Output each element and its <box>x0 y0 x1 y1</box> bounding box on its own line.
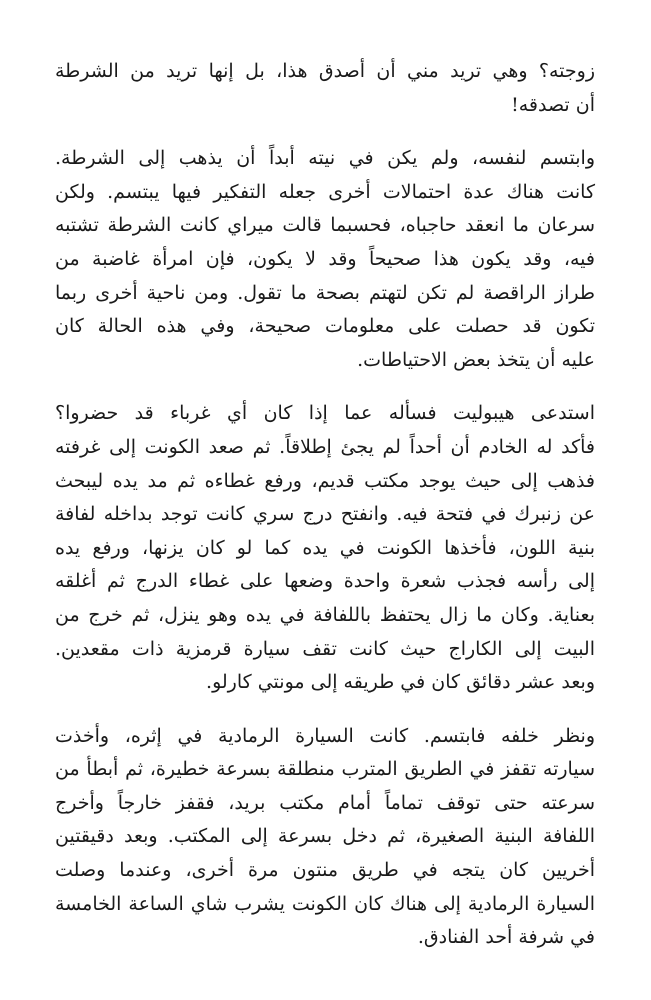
text-line: عليه أن يتخذ بعض الاحتياطات. <box>357 348 595 371</box>
text-line: في شرفة أحد الفنادق. <box>417 926 595 949</box>
text-line: بعناية. وكان ما زال يحتفظ باللفافة في يده وهو ينزل، ثم خرج من <box>55 603 595 626</box>
text-line: ونظر خلفه فابتسم. كانت السيارة الرمادية في إثره، وأخذت <box>55 724 595 747</box>
text-line: استدعى هيبوليت فسأله عما إذا كان أي غرباء قد حضروا؟ <box>55 402 595 425</box>
text-line: فذهب إلى حيث يوجد مكتب قديم، ورفع غطاءه ثم مد يده ليبحث <box>55 469 595 492</box>
text-line: اللفافة البنية الصغيرة، ثم دخل بسرعة إلى المكتب. وبعد دقيقتين <box>55 825 595 848</box>
text-line: عن زنبرك في فتحة فيه. وانفتح درج سري كانت توجد بداخله لفافة <box>55 503 595 526</box>
text-line: زوجته؟ وهي تريد مني أن أصدق هذا، بل إنها تريد من الشرطة <box>55 60 595 82</box>
paragraph-4 <box>55 720 595 955</box>
text-line: وابتسم لنفسه، ولم يكن في نيته أبداً أن يذهب إلى الشرطة. <box>55 147 595 170</box>
text-line: سرعته حتى توقف تماماً أمام مكتب بريد، فقفز خارجاً وأخرج <box>55 791 595 814</box>
text-line: كانت هناك عدة احتمالات أخرى جعله التفكير فيها يبتسم. ولكن <box>55 180 595 203</box>
text-line: سرعان ما انعقد حاجباه، فحسبما قالت ميراي كانت الشرطة تشتبه <box>55 214 596 237</box>
text-line: البيت إلى الكاراج حيث كانت تقف سيارة قرمزية ذات مقعدين. <box>55 637 595 660</box>
text-line: أن تصدقه! <box>511 93 595 116</box>
text-line: فأكد له الخادم أن أحداً لم يجئ إطلاقاً. ثم صعد الكونت إلى غرفته <box>55 435 595 458</box>
text-line: طراز الراقصة لم تكن لتهتم بصحة ما تقول. ومن ناحية أخرى ربما <box>55 281 595 304</box>
text-line: فيه، وقد يكون هذا صحيحاً وقد لا يكون، فإن امرأة غاضبة من <box>55 247 595 270</box>
text-line: بنية اللون، فأخذها الكونت في يده كما لو كان يزنها، ورفع يده <box>55 536 595 559</box>
text-line: سيارته تقفز في الطريق المترب منطلقة بسرعة خطيرة، ثم أبطأ من <box>55 758 595 781</box>
text-line: تكون قد حصلت على معلومات صحيحة، وفي هذه الحالة كان <box>55 315 595 338</box>
paragraph-1 <box>55 55 595 122</box>
text-line: أخريين كان يتجه في طريق منتون مرة أخرى، وعندما وصلت <box>55 859 595 882</box>
paragraph-3 <box>55 397 595 699</box>
book-page <box>55 55 595 975</box>
text-line: إلى رأسه فجذب شعرة واحدة وضعها على غطاء الدرج ثم أغلقه <box>55 570 595 593</box>
text-line: السيارة الرمادية إلى هناك كان الكونت يشرب شاي الساعة الخامسة <box>55 892 595 915</box>
text-line: وبعد عشر دقائق كان في طريقه إلى مونتي كارلو. <box>206 671 595 694</box>
paragraph-2 <box>55 142 595 377</box>
